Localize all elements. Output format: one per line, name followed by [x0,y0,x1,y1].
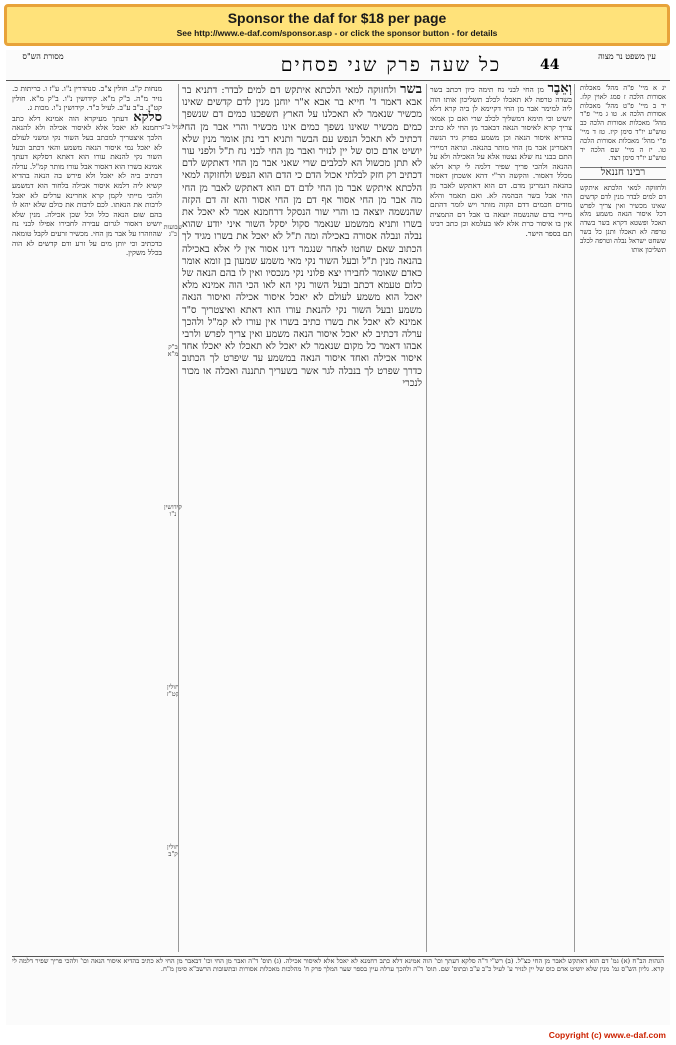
ein-mishpat-label: עין משפט נר מצוה [598,52,656,61]
page-number: 44 [540,57,560,73]
talmud-page [6,50,670,1025]
margin-ref: ב"ק מ"א [167,343,179,358]
margin-ref: חולין קט"ז [166,683,180,698]
bottom-notes-text: הגהות הב"ח (א) גמ' דם הוא דאתקש לאבר מן החי כצ"ל. (ב) רש"י ד"ה סלקא דעתך וכו' הוה אמינא דלא כתב רחמנא לא יאכל אלא לאיסור אכילה. (ג) תוס' ד"ה ואבר מן החי וכו' דבאבר מן החי לא כתיב בהדיא איסור הנאה וכו' ולהכי פריך שפיר דלמה לי קרא. גליון הש"ס גמ' מנין שלא יושיט אדם כוס של יין לנזיר ע' לעיל כ"ב ע"ב ובתוס' שם. תוס' ד"ה ולהכך ערלה עיין בספר שער המלך פרק ח' מהלכות מאכלות אסורות ובתשובות הרשב"א סימן מ"ח. [12,957,664,974]
page-header [6,50,670,81]
margin-ref: חולין ק"ב [167,843,179,858]
margin-ref: לעיל כ"ג [162,123,184,131]
sponsor-banner-title[interactable]: Sponsor the daf for $18 per page [227,10,447,26]
ein-mishpat-text: יג א מיי' פ"ה מהל' מאכלות אסורות הלכה ז סמג לאוין קלז. יד ב מיי' פ"ט מהל' מאכלות אסורות הלכה א. טו ג מיי' פ"ד מהל' מאכלות אסורות הלכה כב טוש"ע יו"ד סימן קיז. טז ד מיי' פ"י מהל' מאכלות אסורות הלכה טו. יז ה מיי' שם הלכה יד טוש"ע יו"ד סימן רצד. [580,84,666,163]
bottom-notes [12,956,664,1021]
margin-ref: קידושין נ"ו [164,503,182,518]
sponsor-banner[interactable] [4,4,670,46]
rabbeinu-chananel-label: רבינו חננאל [580,167,666,180]
column-divider [426,84,427,952]
tosafot-column [430,84,572,952]
masoret-refs: מנחות ק"ג. חולין צ"ב. סנהדרין נ"ו. ע"ז ו. כריתות כ. נזיר מ"ה. ב"ק מ"א. קידושין נ"ו. ב"ק מ"א. חולין קט"ז. ב"ב ע"ב. לעיל כ"ד. קידושין נ"ו. מכות ג. [12,84,162,113]
column-divider [178,84,179,952]
masoret-label: מסורת הש"ס [22,52,64,61]
column-divider [574,84,575,952]
page-title: כל שעה פרק שני פסחים [280,54,502,76]
gemara-text: ולחזוקה למאי הלכתא איתקש דם למים לבדר: דתניא בר אבא דאמר ד' חייא בר אבא א"ר יוחנן מנין לדם קדשים שאינו מכשיר שנאמר לא תאכלנו על הארץ תשפכנו כמים דם שנשפך כמים מכשיר שאינו נשפך כמים אינו מכשיר והרי אבר מן החי דכתיב לא תאכל הנפש עם הבשר ותניא רבי נתן אומר מנין שלא יושיט אדם כוס של יין לנזיר ואבר מן החי לבני נח ת"ל ולפני עור לא תתן מכשול הא לכלבים שרי שאני אבר מן החי דאתקש לדם דכתיב רק חזק לבלתי אכול הדם כי הדם הוא הנפש ולחזוקה למאי הלכתא איתקש אבר מן החי לדם דם הוא דאתקש לאבר מן החי מה אבר מן החי אסור אף דם מן החי אסור והא זה דם הקזה שהנשמה יוצאה בו והרי שור הנסקל דרחמנא אמר לא יאכל את בשרו ותניא ממשמע שנאמר סקול יסקל השור איני יודע שהוא נבלה ונבלה אסורה באכילה ומה ת"ל לא יאכל את בשרו מגיד לך הכתוב שאם שחטו לאחר שנגמר דינו אסור אין לי אלא באכילה בהנאה מנין ת"ל ובעל השור נקי מאי משמע שמעון בן זומא אומר כאדם שאומר לחבירו יצא פלוני נקי מנכסיו ואין לו בהם הנאה של כלום טעמא דכתב ובעל השור נקי הא לאו הכי הוה אמינא מלא יאכל הוא משמע לעולם לא יאכל איסור אכילה ואיסור הנאה משמע ובעל השור נקי להנאת עורו הוא דאתא ואיצטריך ס"ד אמינא לא יאכל את בשרו כתיב בשרו אין עורו לא קמ"ל ולהכך ערלה דכתיב לא יאכל איסור הנאה משמע ואין צריך לפרש ולרבי אבהו דאמר כל מקום שנאמר לא יאכל לא תאכלו לא יאכלו אחד איסור אכילה ואחד איסור הנאה במשמע עד שיפרט לך הכתוב כדרך שפרט לך בנבלה לגר אשר בשעריך תתננה ואכלה או מכור לנכרי [182,85,422,389]
rashi-lead-word: סלקא [133,109,162,125]
rashi-text: דעתך מעיקרא הוה אמינא דלא כתב רחמנא לא יאכל אלא לאיסור אכילה ולא להנאה הלכך איצטריך למכתב בעל השור נקי ומשני לעולם לא יאכל נמי איסור הנאה משמע והאי דכתב ובעל השור נקי להנאת עורו הוא דאתא דסלקא דעתך אמינא בשרו הוא דאסור אבל עורו מותר קמ"ל. ערלה דכתיב ביה לא יאכל ולא פירש בה הנאה בהדיא קשיא ליה דלמא איסור אכילה בלחוד הוא דמשמע ולהכי מייתי לקמן קרא אחרינא ערלים לא יאכל לרבות את הנאתו. לכם לרבות את כולם שלא יהא לו בהם שום הנאה כלל וכל שכן אכילה. מנין שלא יושיט דאסור לגרום עבירה לחבירו אפילו לבני נח שהוזהרו על אבר מן החי. מכשיר זרעים לקבל טומאה כדכתיב וכי יותן מים על זרע ודם קדשים לא הוה בכלל משקין. [12,113,162,258]
ein-mishpat-column [580,84,666,952]
tosafot-lead-word: וְאֵבֶר [547,84,572,96]
sponsor-banner-subtitle[interactable]: See http://www.e-daf.com/sponsor.asp - or click the sponsor button - for details [176,28,498,38]
margin-ref: שבועות כ"ג [163,223,183,238]
gemara-lead-word: בשר [400,84,422,97]
tosafot-text: מן החי לבני נח תימה כיון דכתב בשר בשדה טרפה לא תאכלו לכלב תשליכון אותו הוה ליה למימר אבר מן החי דקיימא לן ביה קרא דלא יושיט וכי תימא דמשליך לכלב שרי ואם כן אמאי צריך קרא לאיסור הנאה דבאבר מן החי לא כתיב בהדיא איסור הנאה וכן משמע בפרק גיד הנשה דאמרינן אבר מן החי מותר בהנאה. ונראה דמיירי התם בבני נח שלא נצטוו אלא על האכילה ולא על ההנאה ולהכי פריך שפיר דלמה לי קרא דלאו מכלל דאסור. והקשה הר"י דהא אשכחן דאסור בהנאה דגמרינן מדם. דם הוא דאתקש לאבר מן החי אבל בשר הבהמה לא. ואם תאמר והלא מודים חכמים דדם הקזה מותר ויש לומר דהתם מיירי בדם שהנשמה יוצאה בו אבל דם התמצית אין בו איסור כרת אלא לאו בעלמא וכן כתב רבינו תם בספר הישר. [430,85,572,238]
gemara-text-column [182,84,422,952]
rabbeinu-chananel-text: ולחזוקה למאי הלכתא איתקש דם למים לבדר מנין לדם קדשים שאינו מכשיר ואין צריך לפרש דכל איסור הנאה משמע מלא תאכל ופשטא דקרא בשר בשדה טרפה לא תאכלו ותנן כל בשר ששחט ישראל נבלה וטרפה לכלב תשליכון אותו [580,183,666,254]
copyright-link[interactable]: Copyright (c) www.e-daf.com [548,1030,666,1040]
margin-references [162,84,182,952]
rashi-masoret-column [12,84,162,952]
